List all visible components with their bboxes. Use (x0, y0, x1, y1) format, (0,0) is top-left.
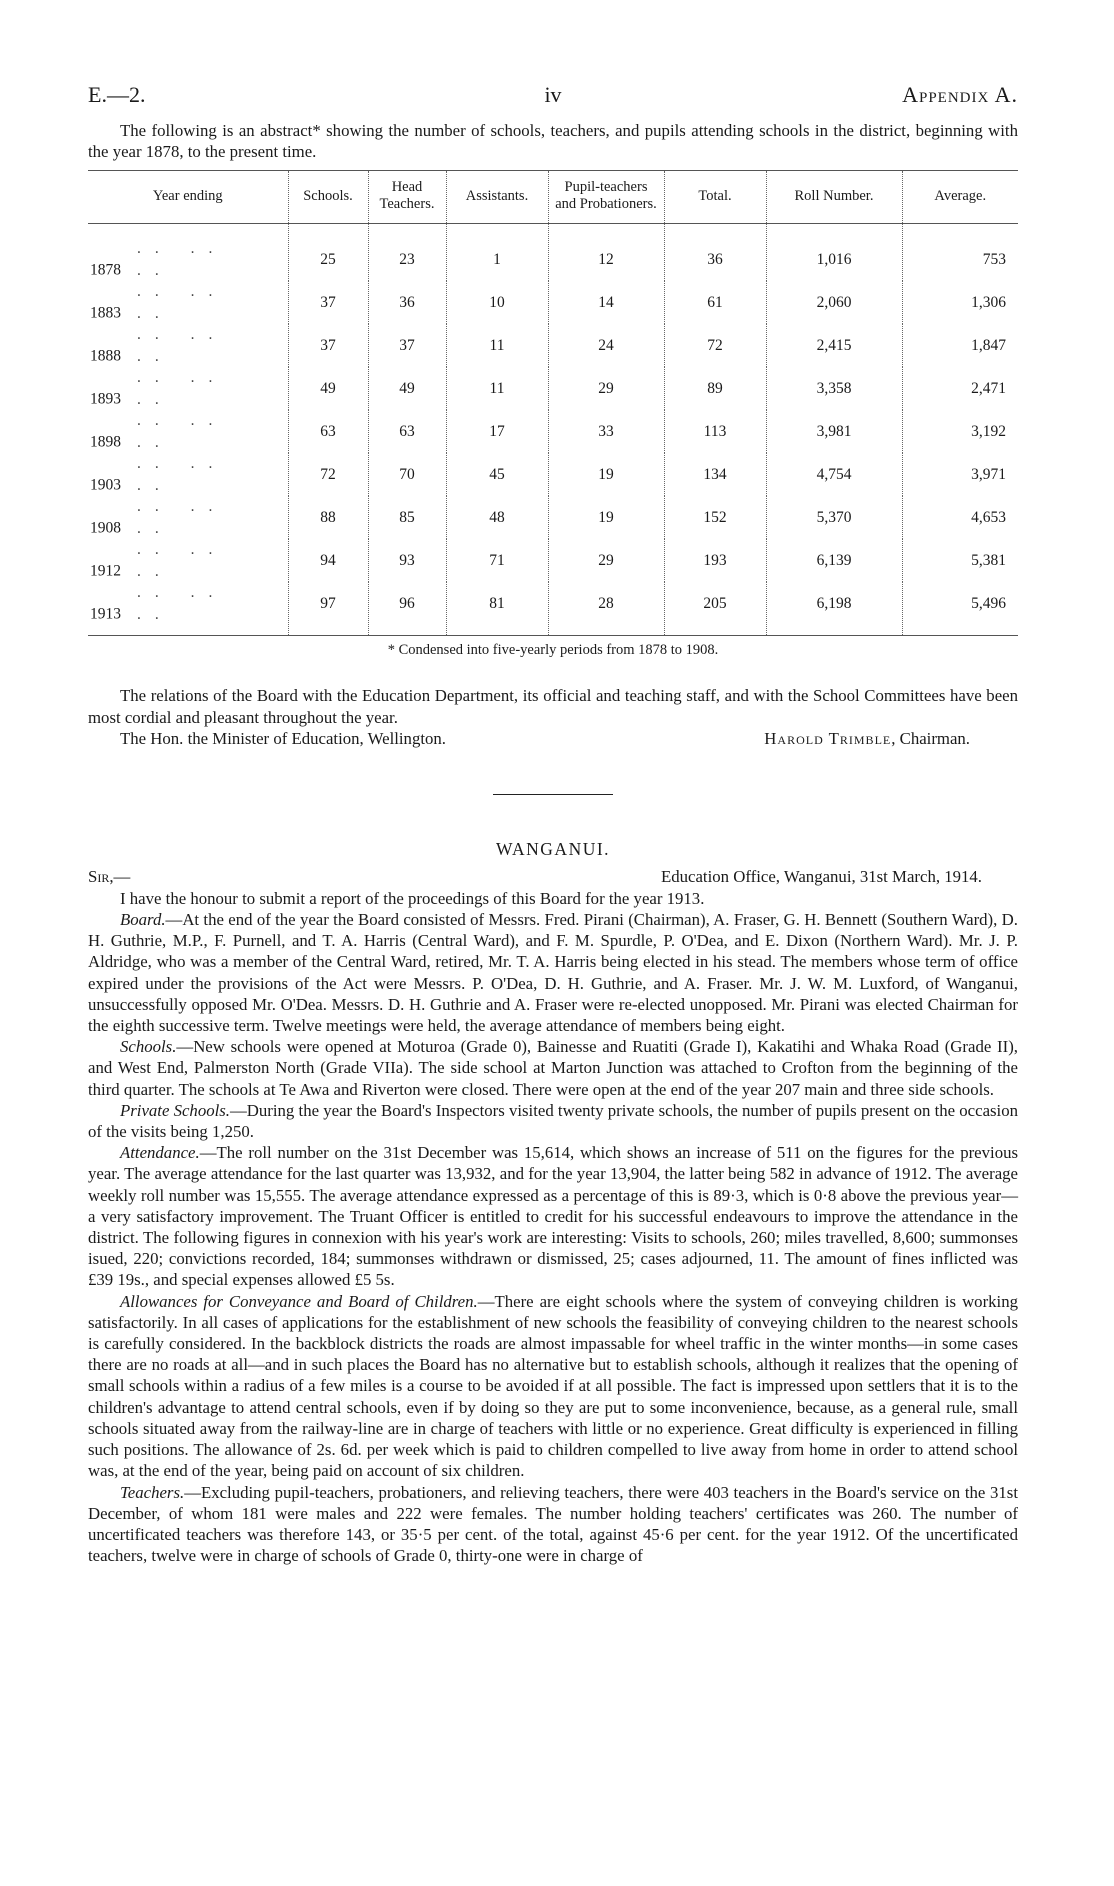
total-cell: 152 (664, 496, 766, 539)
roll-number-cell: 2,415 (766, 324, 902, 367)
head-teachers-cell: 93 (368, 539, 446, 582)
paragraph-heading: Board. (120, 910, 166, 930)
signatory-title: , Chairman. (891, 728, 970, 748)
head-teachers-cell: 49 (368, 367, 446, 410)
assistants-cell: 71 (446, 539, 548, 582)
paragraph-text: —There are eight schools where the system of conveying children is working satisfactorily. In all cases of applications for the establishment of new schools the feasibility of conveying children to the nearest schools is carefully considered. In the backblock districts the roads are almost impassable for wheel traffic in the winter months—in some cases there are no roads at all—and in such places the Board has no alternative but to establish schools, although it realizes that the opening of small schools within a radius of a few miles is a course to be avoided if at all possible. The fact is impressed upon settlers that it is to the children's advantage to attend central schools, even if by doing so they are put to some inconvenience, because, as a general rule, small schools situated away from the railway-line are in charge of teachers with little or no experience. Great difficulty is experienced in filling such positions. The allowance of 2s. 6d. per week which is paid to children compelled to live away from home in order to attend school was, at the end of the year, being paid on account of six children. (88, 1291, 1018, 1481)
closing-paragraph: The relations of the Board with the Education Department, its official and teaching staff, and with the School Committees have been most cordial and pleasant throughout the year. (88, 686, 1018, 727)
total-cell: 61 (664, 281, 766, 324)
average-cell: 4,653 (902, 496, 1018, 539)
report-code: E.—2. (88, 82, 146, 107)
col-average: Average. (902, 171, 1018, 224)
roll-number-cell: 2,060 (766, 281, 902, 324)
pupil-teachers-cell: 33 (548, 410, 664, 453)
signatory-block (764, 728, 970, 749)
assistants-cell: 81 (446, 582, 548, 636)
head-teachers-cell: 63 (368, 410, 446, 453)
addressee: The Hon. the Minister of Education, Wellington. (120, 728, 446, 748)
leader-dots: .. .. .. (137, 584, 227, 623)
table-header-row (88, 171, 1018, 224)
leader-dots: .. .. .. (137, 283, 227, 322)
schools-cell: 72 (288, 453, 368, 496)
year-cell (88, 410, 288, 453)
head-teachers-cell: 96 (368, 582, 446, 636)
head-teachers-cell: 85 (368, 496, 446, 539)
leader-dots: .. .. .. (137, 240, 227, 279)
roll-number-cell: 5,370 (766, 496, 902, 539)
page-header (88, 82, 1018, 116)
average-cell: 5,496 (902, 582, 1018, 636)
report-paragraph (88, 1482, 1018, 1567)
average-cell: 1,306 (902, 281, 1018, 324)
average-cell: 3,192 (902, 410, 1018, 453)
paragraph-text: —At the end of the year the Board consisted of Messrs. Fred. Pirani (Chairman), A. Fraser, G. H. Bennett (Southern Ward), D. H. Guthrie, M.P., F. Purnell, and T. A. Harris (Central Ward), and F. M. Spurdle, P. O'Dea, and E. Dixon (Northern Ward). Mr. J. P. Aldridge, who was a member of the Central Ward, retired, Mr. T. A. Harris being elected in his stead. The members whose term of office expired under the provisions of the Act were Messrs. P. O'Dea, D. H. Guthrie, and A. Fraser. Mr. J. W. M. Luxford, of Wanganui, unsuccessfully opposed Mr. O'Dea. Messrs. D. H. Guthrie and A. Fraser were re-elected unopposed. Mr. Pirani was elected Chairman for the eighth successive term. Twelve meetings were held, the average attendance of members being eight. (88, 910, 1018, 1036)
paragraph-heading: Allowances for Conveyance and Board of Children. (120, 1291, 478, 1311)
head-teachers-cell: 37 (368, 324, 446, 367)
total-cell: 134 (664, 453, 766, 496)
pupil-teachers-cell: 14 (548, 281, 664, 324)
report-paragraphs (88, 909, 1018, 1566)
pupil-teachers-cell: 29 (548, 367, 664, 410)
year-value: 1913 (90, 605, 121, 623)
schools-cell: 88 (288, 496, 368, 539)
year-cell (88, 281, 288, 324)
leader-dots: .. .. .. (137, 541, 227, 580)
paragraph-heading: Private Schools. (120, 1100, 230, 1120)
col-total: Total. (664, 171, 766, 224)
table-row (88, 224, 1018, 282)
schools-cell: 97 (288, 582, 368, 636)
total-cell: 113 (664, 410, 766, 453)
paragraph-text: —The roll number on the 31st December was 15,614, which shows an increase of 511 on the figures for the previous year. The average attendance for the last quarter was 13,932, and for the year 13,904, the latter being 582 in advance of 1912. The average weekly roll number was 15,555. The average attendance expressed as a percentage of this is 89·3, which is 0·8 above the previous year—a very satisfactory improvement. The Truant Officer is entitled to credit for his successful endeavours to improve the attendance in the district. The following figures in connexion with his year's work are interesting: Visits to schools, 260; miles travelled, 8,600; summonses isued, 220; convictions recorded, 184; summonses withdrawn or dismissed, 25; cases adjourned, 11. The amount of fines inflicted was £39 19s., and special expenses allowed £5 5s. (88, 1143, 1018, 1290)
total-cell: 36 (664, 224, 766, 282)
year-cell (88, 582, 288, 636)
roll-number-cell: 4,754 (766, 453, 902, 496)
col-pupil-teachers: Pupil-teachers and Probationers. (548, 171, 664, 224)
page-number: iv (544, 82, 562, 107)
total-cell: 193 (664, 539, 766, 582)
signatory-name: Harold Trimble (764, 728, 892, 748)
year-value: 1903 (90, 476, 121, 494)
report-paragraph (88, 1291, 1018, 1482)
pupil-teachers-cell: 12 (548, 224, 664, 282)
average-cell: 1,847 (902, 324, 1018, 367)
assistants-cell: 17 (446, 410, 548, 453)
assistants-cell: 11 (446, 324, 548, 367)
head-teachers-cell: 36 (368, 281, 446, 324)
year-cell (88, 224, 288, 282)
total-cell: 89 (664, 367, 766, 410)
pupil-teachers-cell: 24 (548, 324, 664, 367)
schools-cell: 94 (288, 539, 368, 582)
table-row (88, 582, 1018, 636)
section-title: WANGANUI. (495, 838, 611, 859)
assistants-cell: 48 (446, 496, 548, 539)
head-teachers-cell: 23 (368, 224, 446, 282)
year-cell (88, 453, 288, 496)
average-cell: 3,971 (902, 453, 1018, 496)
schools-cell: 63 (288, 410, 368, 453)
year-value: 1878 (90, 261, 121, 279)
assistants-cell: 10 (446, 281, 548, 324)
leader-dots: .. .. .. (137, 412, 227, 451)
pupil-teachers-cell: 28 (548, 582, 664, 636)
total-cell: 205 (664, 582, 766, 636)
assistants-cell: 1 (446, 224, 548, 282)
schools-cell: 37 (288, 324, 368, 367)
col-assistants: Assistants. (446, 171, 548, 224)
col-year-ending: Year ending (88, 171, 288, 224)
pupil-teachers-cell: 29 (548, 539, 664, 582)
dateline: Education Office, Wanganui, 31st March, 1914. (661, 866, 982, 886)
table-row (88, 410, 1018, 453)
roll-number-cell: 6,139 (766, 539, 902, 582)
table-row (88, 281, 1018, 324)
table-row (88, 367, 1018, 410)
report-paragraph (88, 1100, 1018, 1142)
table-footnote: * Condensed into five-yearly periods from 1878 to 1908. (387, 642, 719, 659)
pupil-teachers-cell: 19 (548, 453, 664, 496)
year-value: 1888 (90, 347, 121, 365)
appendix-label: Appendix A. (902, 82, 1018, 107)
year-cell (88, 367, 288, 410)
paragraph-heading: Teachers. (120, 1482, 185, 1502)
leader-dots: .. .. .. (137, 498, 227, 537)
head-teachers-cell: 70 (368, 453, 446, 496)
year-value: 1908 (90, 519, 121, 537)
document-page (88, 82, 1018, 1566)
greeting: Sir,— (88, 866, 131, 886)
roll-number-cell: 3,981 (766, 410, 902, 453)
assistants-cell: 45 (446, 453, 548, 496)
leader-dots: .. .. .. (137, 369, 227, 408)
paragraph-heading: Schools. (120, 1037, 177, 1057)
col-schools: Schools. (288, 171, 368, 224)
schools-cell: 49 (288, 367, 368, 410)
table-intro: The following is an abstract* showing the number of schools, teachers, and pupils attending schools in the district, beginning with the year 1878, to the present time. (88, 121, 1018, 162)
paragraph-text: —Excluding pupil-teachers, probationers, and relieving teachers, there were 403 teachers in the Board's service on the 31st December, of whom 181 were males and 222 were females. The number holding teachers' certificates was 260. The number of uncertificated teachers was therefore 143, or 35·5 per cent. of the total, against 45·6 per cent. for the year 1912. Of the uncertificated teachers, twelve were in charge of schools of Grade 0, thirty-one were in charge of (88, 1482, 1018, 1566)
assistants-cell: 11 (446, 367, 548, 410)
report-paragraph (88, 1142, 1018, 1290)
average-cell: 5,381 (902, 539, 1018, 582)
year-value: 1912 (90, 562, 121, 580)
report-paragraph (88, 909, 1018, 1036)
signoff-line (88, 728, 1018, 750)
year-value: 1883 (90, 304, 121, 322)
leader-dots: .. .. .. (137, 455, 227, 494)
table-row (88, 539, 1018, 582)
table-row (88, 496, 1018, 539)
schools-abstract-table (88, 170, 1018, 636)
total-cell: 72 (664, 324, 766, 367)
roll-number-cell: 1,016 (766, 224, 902, 282)
roll-number-cell: 3,358 (766, 367, 902, 410)
pupil-teachers-cell: 19 (548, 496, 664, 539)
table-body (88, 224, 1018, 636)
opening-paragraph: I have the honour to submit a report of the proceedings of this Board for the year 1913. (120, 888, 705, 908)
year-value: 1898 (90, 433, 121, 451)
col-roll-number: Roll Number. (766, 171, 902, 224)
year-cell (88, 496, 288, 539)
salutation-line (88, 866, 1018, 888)
col-head-teachers: Head Teachers. (368, 171, 446, 224)
year-value: 1893 (90, 390, 121, 408)
schools-cell: 37 (288, 281, 368, 324)
average-cell: 753 (902, 224, 1018, 282)
paragraph-text: —New schools were opened at Moturoa (Grade 0), Bainesse and Ruatiti (Grade I), Kakatihi and Whaka Road (Grade II), and West End, Palmerston North (Grade VIIa). The side school at Marton Junction was attached to Crofton from the beginning of the third quarter. The schools at Te Awa and Riverton were closed. There were open at the end of the year 207 main and three side schools. (88, 1037, 1018, 1099)
year-cell (88, 324, 288, 367)
paragraph-text: —During the year the Board's Inspectors visited twenty private schools, the number of pupils present on the occasion of the visits being 1,250. (88, 1100, 1018, 1142)
roll-number-cell: 6,198 (766, 582, 902, 636)
schools-cell: 25 (288, 224, 368, 282)
report-paragraph (88, 1036, 1018, 1100)
paragraph-heading: Attendance. (120, 1143, 200, 1163)
table-row (88, 324, 1018, 367)
section-divider (493, 794, 613, 795)
average-cell: 2,471 (902, 367, 1018, 410)
year-cell (88, 539, 288, 582)
table-row (88, 453, 1018, 496)
leader-dots: .. .. .. (137, 326, 227, 365)
